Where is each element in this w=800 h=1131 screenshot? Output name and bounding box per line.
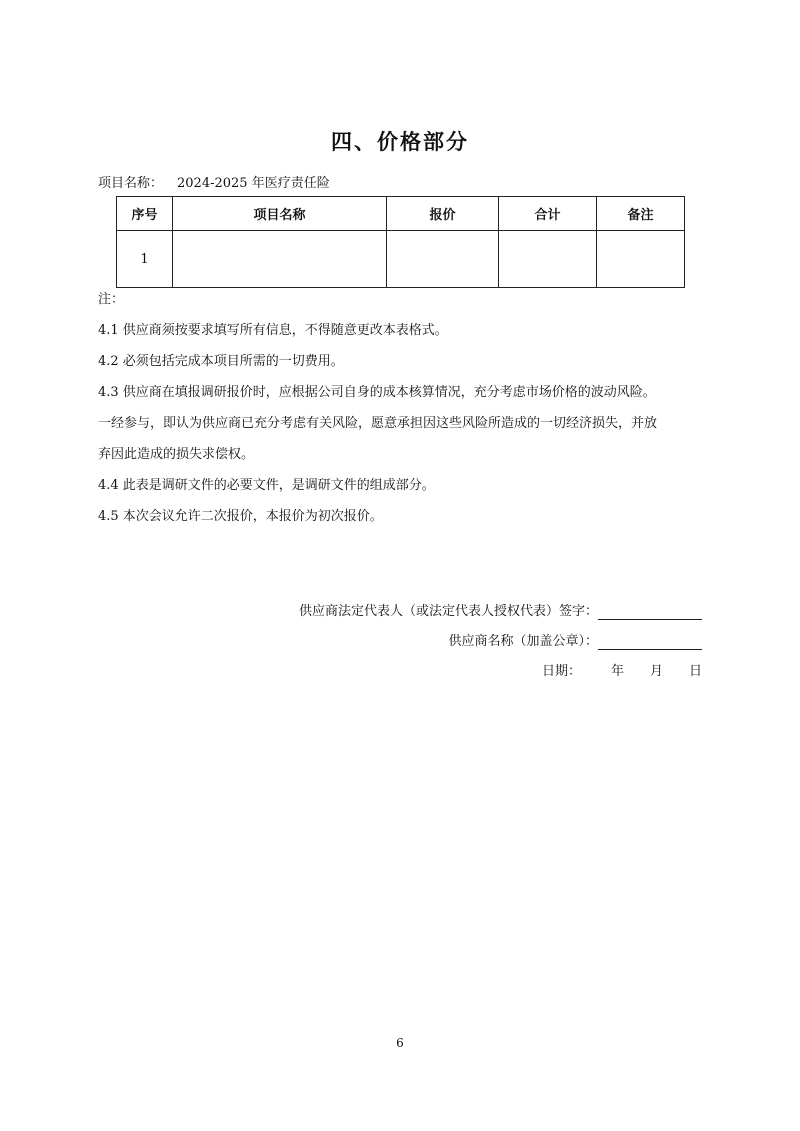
cell-quote[interactable] [387,231,499,288]
note-item: 4.2 必须包括完成本项目所需的一切费用。 [98,354,344,369]
note-item: 4.5 本次会议允许二次报价，本报价为初次报价。 [98,509,383,524]
notes-section [98,292,708,540]
supplier-name-field[interactable] [598,636,702,650]
price-table [116,196,685,288]
header-quote: 报价 [387,197,499,231]
representative-signature-field[interactable] [598,606,702,620]
cell-project-name[interactable] [173,231,387,288]
header-remarks: 备注 [597,197,685,231]
project-name-value: 2024-2025 年医疗责任险 [177,176,330,191]
header-total: 合计 [499,197,597,231]
table-header-row [117,197,685,231]
cell-remarks[interactable] [597,231,685,288]
header-project-name: 项目名称 [173,197,387,231]
page-number: 6 [396,1036,404,1050]
supplier-name-line [299,634,702,650]
project-name-label: 项目名称： [98,176,164,191]
signature-block [299,604,702,694]
header-seq: 序号 [117,197,173,231]
representative-label: 供应商法定代表人（或法定代表人授权代表）签字： [298,604,598,619]
note-item: 4.3 供应商在填报调研报价时，应根据公司自身的成本核算情况，充分考虑市场价格的波动风险。 [98,385,656,400]
date-line [299,664,702,680]
supplier-label: 供应商名称（加盖公章）： [448,634,598,649]
cell-seq: 1 [117,231,173,288]
representative-signature-line [299,604,702,620]
note-item: 4.1 供应商须按要求填写所有信息，不得随意更改本表格式。 [98,323,448,338]
note-item: 一经参与，即认为供应商已充分考虑有关风险，愿意承担因这些风险所造成的一切经济损失，并放 [98,416,658,431]
page-title: 四、价格部分 [331,130,469,154]
cell-total[interactable] [499,231,597,288]
date-label: 日期： [541,664,581,679]
notes-heading: 注： [98,292,125,307]
note-item: 4.4 此表是调研文件的必要文件，是调研文件的组成部分。 [98,478,435,493]
project-name-line [98,172,330,191]
table-row [117,231,685,288]
date-day: 日 [688,664,702,679]
note-item: 弃因此造成的损失求偿权。 [98,447,255,462]
date-month: 月 [649,664,663,679]
date-year: 年 [610,664,624,679]
